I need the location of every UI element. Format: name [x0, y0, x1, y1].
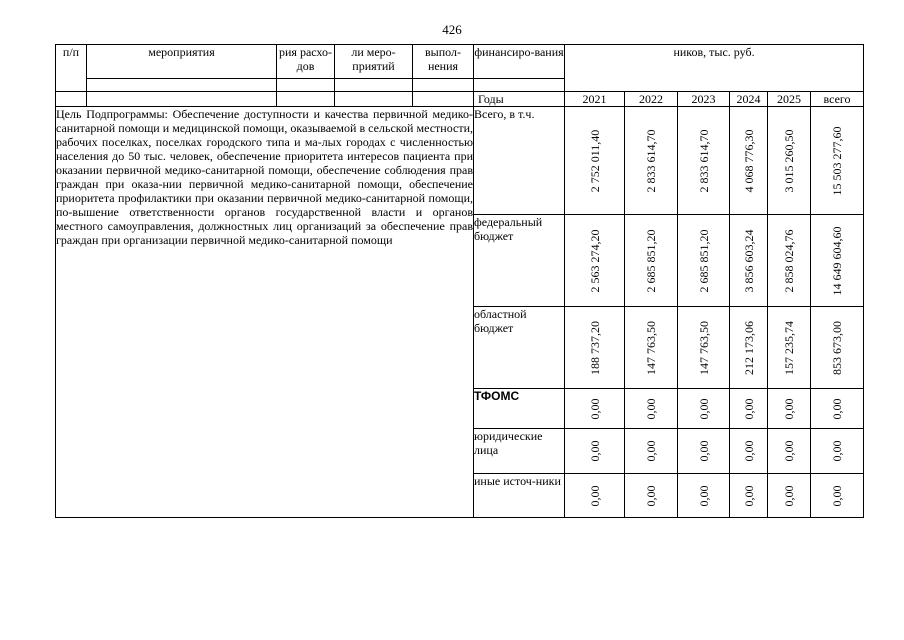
value-cell: 0,00 — [678, 474, 730, 518]
value-cell: 0,00 — [678, 389, 730, 429]
value-cell: 157 235,74 — [768, 307, 811, 389]
years-blank-cell — [56, 92, 87, 107]
years-blank-cell — [87, 92, 277, 107]
header-col-expense-category: рия расхо-дов — [277, 45, 335, 79]
value-cell: 2 833 614,70 — [678, 107, 730, 215]
value-cell: 4 068 776,30 — [730, 107, 768, 215]
value-cell: 14 649 604,60 — [811, 215, 864, 307]
header-spacer-cell — [413, 79, 474, 92]
year-2021: 2021 — [565, 92, 625, 107]
year-total: всего — [811, 92, 864, 107]
years-blank-cell — [335, 92, 413, 107]
source-label: областной бюджет — [474, 307, 565, 389]
value-cell: 2 685 851,20 — [625, 215, 678, 307]
value-cell: 0,00 — [565, 474, 625, 518]
value-cell: 853 673,00 — [811, 307, 864, 389]
years-blank-cell — [413, 92, 474, 107]
years-label: Годы — [474, 92, 565, 107]
value-cell: 15 503 277,60 — [811, 107, 864, 215]
value-cell: 2 685 851,20 — [678, 215, 730, 307]
source-label: Всего, в т.ч. — [474, 107, 565, 215]
value-cell: 0,00 — [811, 429, 864, 474]
value-cell: 0,00 — [768, 429, 811, 474]
value-cell: 0,00 — [768, 474, 811, 518]
value-cell: 0,00 — [625, 389, 678, 429]
header-row — [56, 45, 864, 79]
value-cell: 0,00 — [768, 389, 811, 429]
years-blank-cell — [277, 92, 335, 107]
value-cell: 0,00 — [565, 429, 625, 474]
value-cell: 2 563 274,20 — [565, 215, 625, 307]
value-cell: 2 858 024,76 — [768, 215, 811, 307]
value-cell: 147 763,50 — [678, 307, 730, 389]
source-label: юридические лица — [474, 429, 565, 474]
header-spacer-cell — [87, 79, 277, 92]
value-cell: 3 856 603,24 — [730, 215, 768, 307]
value-cell: 2 833 614,70 — [625, 107, 678, 215]
value-cell: 0,00 — [730, 389, 768, 429]
financing-table — [55, 44, 864, 518]
value-cell: 0,00 — [565, 389, 625, 429]
header-spacer-cell — [335, 79, 413, 92]
page-number: 426 — [442, 22, 462, 37]
header-col-deadline: выпол-нения — [413, 45, 474, 79]
year-2024: 2024 — [730, 92, 768, 107]
header-col-number: п/п — [56, 45, 87, 92]
year-2023: 2023 — [678, 92, 730, 107]
year-2025: 2025 — [768, 92, 811, 107]
header-col-events: мероприятия — [87, 45, 277, 79]
table-row — [56, 107, 864, 215]
header-spacer-cell — [474, 79, 565, 92]
header-col-amounts: ников, тыс. руб. — [565, 45, 864, 92]
year-2022: 2022 — [625, 92, 678, 107]
header-col-financing-source: финансиро-вания — [474, 45, 565, 79]
years-row — [56, 92, 864, 107]
value-cell: 212 173,06 — [730, 307, 768, 389]
value-cell: 0,00 — [625, 474, 678, 518]
header-col-executors: ли меро-приятий — [335, 45, 413, 79]
source-label: федеральный бюджет — [474, 215, 565, 307]
source-label: ТФОМС — [474, 389, 565, 429]
value-cell: 0,00 — [811, 474, 864, 518]
subprogram-goal: Цель Подпрограммы: Обеспечение доступности и качества первичной медико-санитарной помощи и медицинской помощи, оказываемой в сельской местности, рабочих поселках, поселках городского типа и ма-лых городах с численностью населения до 50 тыс. человек, обеспечение приоритета интересов пациента при оказании первичной медико-санитарной помощи, обеспечение соблюдения прав граждан при оказа-нии первичной медико-санитарной помощи, обеспечение приоритета профилактики при оказании первичной медико-санитарной помощи, по-вышение ответственности органов государственной власти и органов местного самоуправления, должностных лиц организаций за обеспечение прав граждан при организации первичной медико-санитарной помощи — [56, 107, 474, 518]
value-cell: 2 752 011,40 — [565, 107, 625, 215]
value-cell: 0,00 — [625, 429, 678, 474]
source-label: иные источ-ники — [474, 474, 565, 518]
header-spacer-cell — [277, 79, 335, 92]
value-cell: 147 763,50 — [625, 307, 678, 389]
value-cell: 0,00 — [730, 474, 768, 518]
value-cell: 0,00 — [730, 429, 768, 474]
value-cell: 3 015 260,50 — [768, 107, 811, 215]
value-cell: 188 737,20 — [565, 307, 625, 389]
value-cell: 0,00 — [811, 389, 864, 429]
value-cell: 0,00 — [678, 429, 730, 474]
